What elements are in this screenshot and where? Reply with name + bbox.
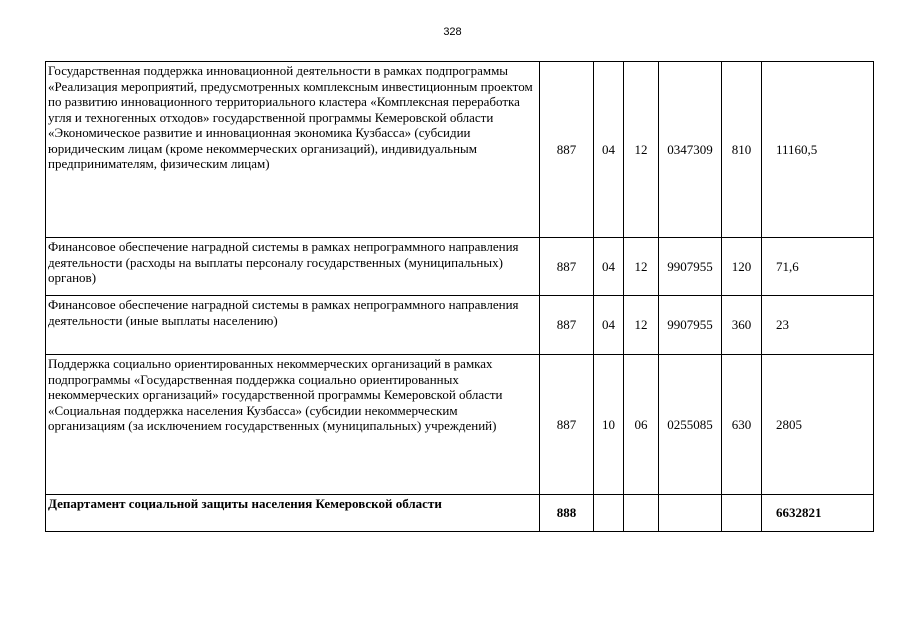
row-description: Финансовое обеспечение наградной системы в рамках непрограммного направления деятельности (расходы на выплаты персоналу государственных (муниципальных) органов) xyxy=(46,238,540,296)
ministry-code: 888 xyxy=(540,495,594,532)
amount-value: 11160,5 xyxy=(762,62,874,238)
ministry-code: 887 xyxy=(540,296,594,355)
amount-value: 23 xyxy=(762,296,874,355)
page-number: 328 xyxy=(443,26,462,38)
subsection-code: 12 xyxy=(624,238,659,296)
ministry-code: 887 xyxy=(540,355,594,495)
table-row xyxy=(46,296,874,355)
section-code: 04 xyxy=(594,238,624,296)
target-article-code: 0255085 xyxy=(659,355,722,495)
expense-type-code: 360 xyxy=(722,296,762,355)
expense-type-code: 630 xyxy=(722,355,762,495)
subsection-code: 12 xyxy=(624,296,659,355)
section-code: 04 xyxy=(594,62,624,238)
row-description: Поддержка социально ориентированных некоммерческих организаций в рамках подпрограммы «Государственная поддержка социально ориентированных некоммерческих организаций» государственной программы Кемеровской области «Социальная поддержка населения Кузбасса» (субсидии некоммерческим организациям (за исключением государственных (муниципальных) учреждений) xyxy=(46,355,540,495)
department-title: Департамент социальной защиты населения Кемеровской области xyxy=(46,495,540,532)
target-article-code: 9907955 xyxy=(659,238,722,296)
subsection-code: 12 xyxy=(624,62,659,238)
budget-table xyxy=(45,61,874,532)
table-row xyxy=(46,355,874,495)
section-code: 10 xyxy=(594,355,624,495)
target-article-code xyxy=(659,495,722,532)
section-code xyxy=(594,495,624,532)
subsection-code: 06 xyxy=(624,355,659,495)
table-row xyxy=(46,238,874,296)
ministry-code: 887 xyxy=(540,62,594,238)
table-row xyxy=(46,495,874,532)
target-article-code: 0347309 xyxy=(659,62,722,238)
section-code: 04 xyxy=(594,296,624,355)
amount-value: 6632821 xyxy=(762,495,874,532)
table-row xyxy=(46,62,874,238)
row-description: Государственная поддержка инновационной деятельности в рамках подпрограммы «Реализация мероприятий, предусмотренных комплексным инвестиционным проектом по развитию инновационного территориального кластера «Комплексная переработка угля и техногенных отходов» государственной программы Кемеровской области «Экономическое развитие и инновационная экономика Кузбасса» (субсидии юридическим лицам (кроме некоммерческих организаций), индивидуальным предпринимателям, физическим лицам) xyxy=(46,62,540,238)
expense-type-code xyxy=(722,495,762,532)
expense-type-code: 810 xyxy=(722,62,762,238)
ministry-code: 887 xyxy=(540,238,594,296)
target-article-code: 9907955 xyxy=(659,296,722,355)
row-description: Финансовое обеспечение наградной системы в рамках непрограммного направления деятельности (иные выплаты населению) xyxy=(46,296,540,355)
amount-value: 71,6 xyxy=(762,238,874,296)
subsection-code xyxy=(624,495,659,532)
expense-type-code: 120 xyxy=(722,238,762,296)
amount-value: 2805 xyxy=(762,355,874,495)
